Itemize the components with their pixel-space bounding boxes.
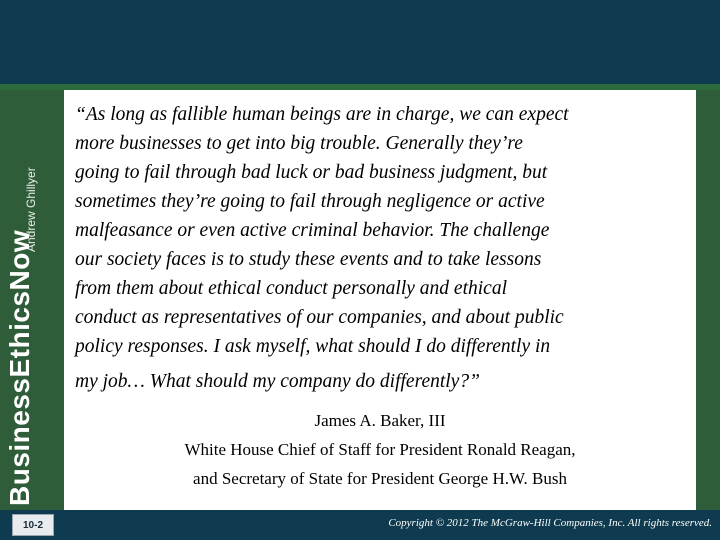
quote-line: “As long as fallible human beings are in charge, we can expect — [75, 104, 569, 125]
quote-line: going to fail through bad luck or bad business judgment, but — [75, 162, 548, 183]
right-border — [696, 90, 720, 510]
quote-block — [75, 100, 690, 396]
quote-line: conduct as representatives of our companies, and about public — [75, 307, 564, 328]
attribution-role: White House Chief of Staff for President Ronald Reagan, — [184, 440, 576, 459]
quote-line: sometimes they’re going to fail through negligence or active — [75, 191, 545, 212]
attribution-name: James A. Baker, III — [314, 411, 446, 430]
series-logo: BusinessEthicsNow — [4, 229, 35, 506]
attribution-role: and Secretary of State for President George H.W. Bush — [193, 469, 567, 488]
slide-number: 10-2 — [12, 514, 54, 536]
quote-line: malfeasance or even active criminal behavior. The challenge — [75, 220, 550, 241]
quote-last-line: my job… What should my company do differently?” — [75, 371, 480, 392]
quote-line: policy responses. I ask myself, what should I do differently in — [75, 336, 551, 357]
copyright-notice: Copyright © 2012 The McGraw-Hill Companies, Inc. All rights reserved. — [388, 517, 712, 529]
quote-line: from them about ethical conduct personally and ethical — [75, 278, 507, 299]
quote-line: our society faces is to study these events and to take lessons — [75, 249, 542, 270]
author-name: Andrew Ghillyer — [24, 167, 38, 252]
header-band — [0, 0, 720, 84]
attribution — [64, 406, 696, 493]
quote-line: more businesses to get into big trouble. Generally they’re — [75, 133, 523, 154]
